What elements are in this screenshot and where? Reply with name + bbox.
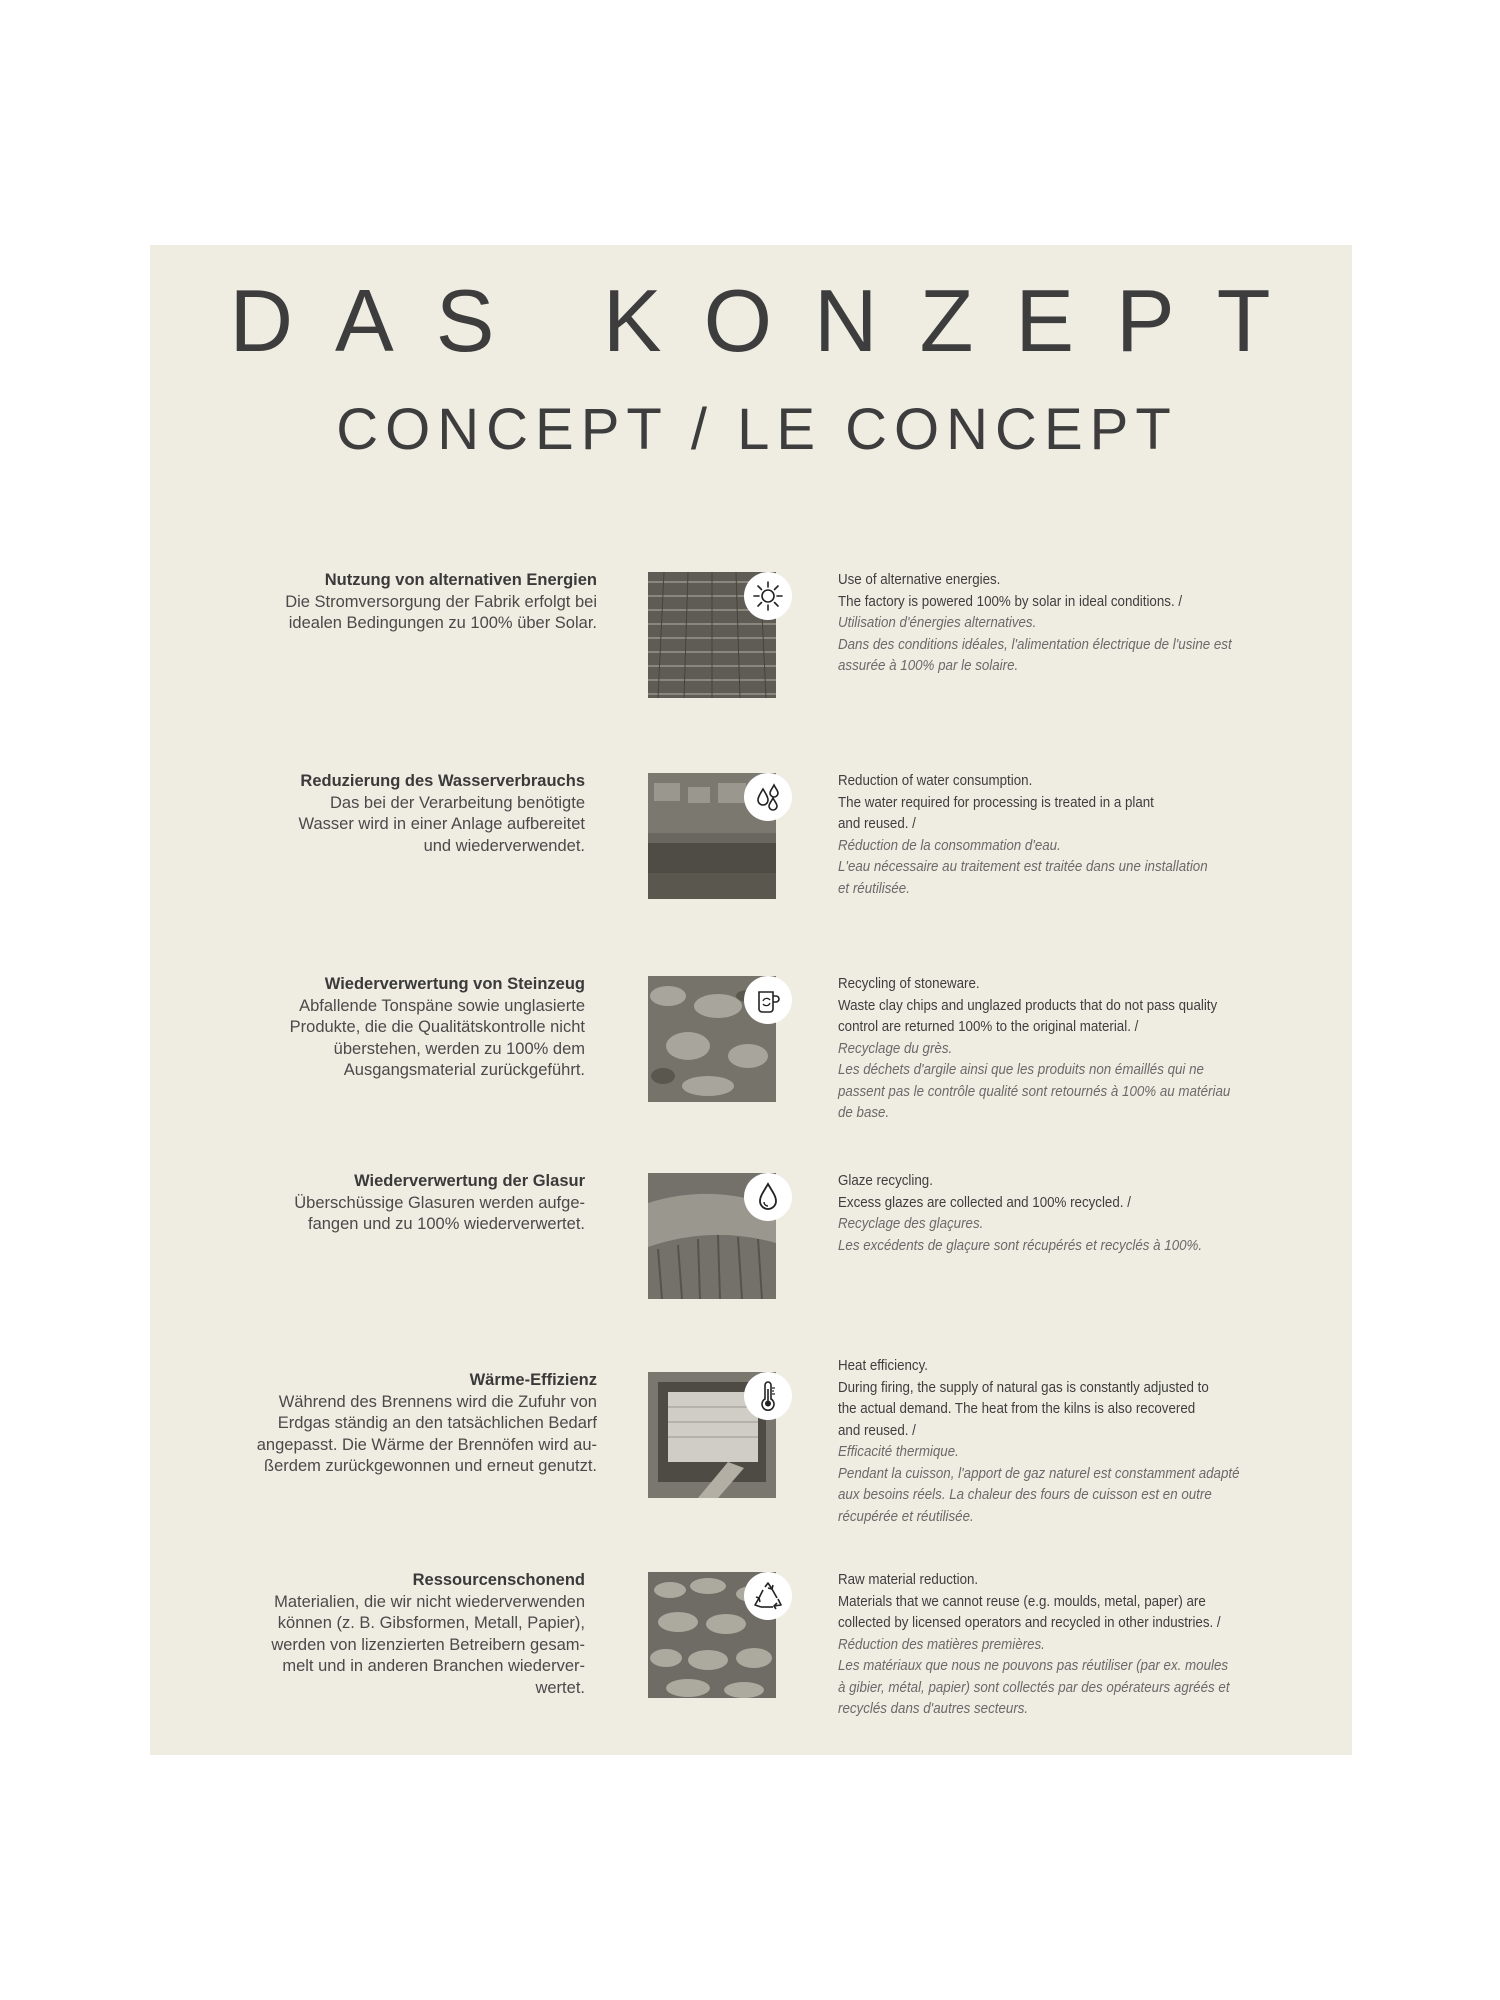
- french-heading: Efficacité thermique.: [838, 1444, 959, 1460]
- english-heading: Raw material reduction.: [838, 1572, 979, 1588]
- english-french-text: [838, 1356, 1243, 1528]
- german-text: [237, 1370, 597, 1478]
- french-body: Pendant la cuisson, l'apport de gaz naturel est constamment adapté aux besoins réels. La chaleur des fours de cuisson est en outre récupérée et réutilisée.: [838, 1465, 1240, 1525]
- german-text: [225, 1570, 585, 1699]
- kiln-control-photo: [648, 1372, 776, 1498]
- french-body: Les matériaux que nous ne pouvons pas réutiliser (par ex. moules à gibier, métal, papier) sont collectés par des opérateurs agréés et recyclés dans d'autres secteurs.: [838, 1658, 1230, 1717]
- german-body: Während des Brennens wird die Zufuhr von Erdgas ständig an den tatsächlichen Bedarf angepasst. Die Wärme der Brennöfen wird au- ßerdem zurückgewonnen und erneut genutzt.: [256, 1392, 597, 1475]
- english-heading: Recycling of stoneware.: [838, 976, 980, 992]
- english-body: Waste clay chips and unglazed products that do not pass quality control are returned 100% to the original material. /: [838, 997, 1218, 1035]
- english-french-text: [838, 1171, 1243, 1257]
- french-body: Les excédents de glaçure sont récupérés et recyclés à 100%.: [838, 1237, 1203, 1254]
- page-subtitle: CONCEPT / LE CONCEPT: [336, 397, 1178, 462]
- english-heading: Heat efficiency.: [838, 1358, 928, 1374]
- solar-panels-photo: [648, 572, 776, 698]
- german-text: [225, 974, 585, 1082]
- drop-icon: [744, 1173, 792, 1221]
- sun-icon: [744, 572, 792, 620]
- english-body: The water required for processing is treated in a plant and reused. /: [838, 794, 1154, 832]
- thermometer-icon: [744, 1372, 792, 1420]
- english-french-text: [838, 1570, 1243, 1721]
- german-body: Abfallende Tonspäne sowie unglasierte Produkte, die die Qualitätskontrolle nicht überstehen, werden zu 100% dem Ausgangsmaterial zurückgeführt.: [289, 996, 585, 1079]
- french-heading: Utilisation d'énergies alternatives.: [838, 615, 1037, 631]
- german-heading: Wiederverwertung von Steinzeug: [324, 975, 585, 993]
- english-body: The factory is powered 100% by solar in ideal conditions. /: [838, 593, 1183, 610]
- recycle-icon: [744, 1572, 792, 1620]
- german-body: Die Stromversorgung der Fabrik erfolgt bei idealen Bedingungen zu 100% über Solar.: [285, 592, 597, 632]
- french-body: L'eau nécessaire au traitement est traitée dans une installation et réutilisée.: [838, 859, 1208, 897]
- english-body: During firing, the supply of natural gas is constantly adjusted to the actual demand. The heat from the kilns is also recovered and reused. /: [838, 1379, 1209, 1439]
- german-text: [225, 771, 585, 857]
- clay-chips-photo: [648, 976, 776, 1102]
- water-plant-photo: [648, 773, 776, 899]
- french-heading: Recyclage des glaçures.: [838, 1216, 984, 1232]
- french-heading: Recyclage du grès.: [838, 1040, 953, 1057]
- german-body: Materialien, die wir nicht wiederverwenden können (z. B. Gibsformen, Metall, Papier), werden von lizenzierten Betreibern gesam- melt und in anderen Branchen wiederver- wertet.: [271, 1592, 585, 1697]
- french-body: Dans des conditions idéales, l'alimentation électrique de l'usine est assurée à 100% par le solaire.: [838, 636, 1232, 674]
- german-heading: Wiederverwertung der Glasur: [354, 1172, 585, 1190]
- english-heading: Use of alternative energies.: [838, 572, 1001, 588]
- page-title: DAS KONZEPT: [229, 271, 1313, 370]
- german-text: [225, 1171, 585, 1236]
- recycle-cup-icon: [744, 976, 792, 1024]
- french-body: Les déchets d'argile ainsi que les produits non émaillés qui ne passent pas le contrôle qualité sont retournés à 100% au matériau de base.: [838, 1062, 1231, 1121]
- english-heading: Reduction of water consumption.: [838, 773, 1033, 789]
- water-drops-icon: [744, 773, 792, 821]
- german-heading: Nutzung von alternativen Energien: [324, 571, 597, 589]
- german-text: [237, 570, 597, 635]
- french-heading: Réduction de la consommation d'eau.: [838, 837, 1061, 854]
- english-french-text: [838, 570, 1243, 678]
- german-body: Überschüssige Glasuren werden aufge- fangen und zu 100% wiederverwertet.: [294, 1193, 585, 1233]
- french-heading: Réduction des matières premières.: [838, 1636, 1045, 1653]
- german-body: Das bei der Verarbeitung benötigte Wasser wird in einer Anlage aufbereitet und wiederverwendet.: [298, 793, 585, 855]
- english-french-text: [838, 771, 1243, 900]
- german-heading: Wärme-Effizienz: [469, 1371, 597, 1389]
- german-heading: Reduzierung des Wasserverbrauchs: [300, 772, 585, 790]
- material-discs-photo: [648, 1572, 776, 1698]
- english-heading: Glaze recycling.: [838, 1173, 933, 1189]
- english-body: Materials that we cannot reuse (e.g. moulds, metal, paper) are collected by licensed operators and recycled in other industries. /: [838, 1593, 1221, 1631]
- english-body: Excess glazes are collected and 100% recycled. /: [838, 1194, 1131, 1211]
- english-french-text: [838, 974, 1243, 1125]
- german-heading: Ressourcenschonend: [412, 1571, 585, 1589]
- glaze-photo: [648, 1173, 776, 1299]
